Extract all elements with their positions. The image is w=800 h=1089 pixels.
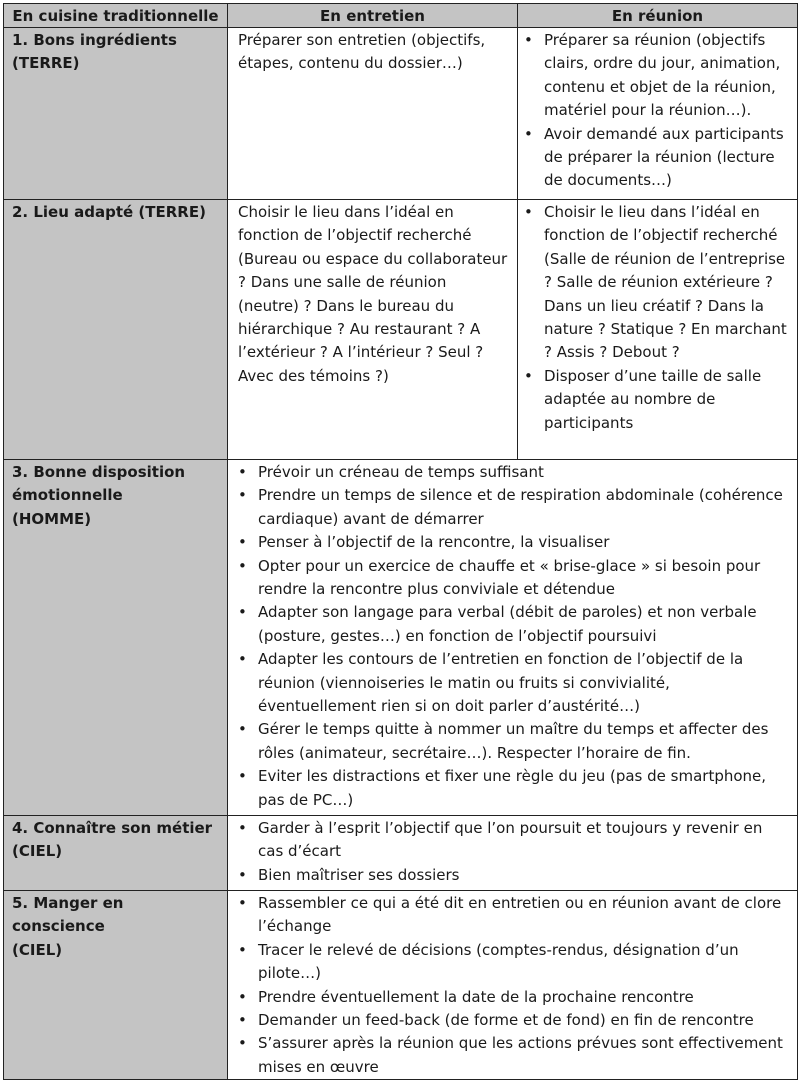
list-item: • Opter pour un exercice de chauffe et « brise-glace » si besoin pour rendre la rencontre plus conviviale et détendue: [258, 555, 791, 602]
row-label: 3. Bonne disposition émotionnelle (HOMME): [4, 460, 228, 816]
list-item: • Préparer sa réunion (objectifs clairs, ordre du jour, animation, contenu et objet de la réunion, matériel pour la réunion…).: [544, 29, 791, 123]
table-row: [4, 200, 798, 460]
list-item: • Adapter les contours de l’entretien en fonction de l’objectif de la réunion (viennoiseries le matin ou fruits si convivialité, éventuellement rien si on doit parler d’austérité…): [258, 648, 791, 718]
row-label: 2. Lieu adapté (TERRE): [4, 200, 228, 460]
header-row: [4, 4, 798, 28]
row-label: 1. Bons ingrédients (TERRE): [4, 28, 228, 200]
list-item: • Rassembler ce qui a été dit en entretien ou en réunion avant de clore l’échange: [258, 892, 791, 939]
reunion-cell: [518, 200, 798, 460]
list-item: • Demander un feed-back (de forme et de fond) en fin de rencontre: [258, 1009, 791, 1032]
list-item: • Penser à l’objectif de la rencontre, la visualiser: [258, 531, 791, 554]
list-item: • Garder à l’esprit l’objectif que l’on poursuit et toujours y revenir en cas d’écart: [258, 817, 791, 864]
merged-cell: [228, 460, 798, 816]
list-item: • Prévoir un créneau de temps suffisant: [258, 461, 791, 484]
merged-cell: [228, 816, 798, 891]
row-label: 4. Connaître son métier (CIEL): [4, 816, 228, 891]
list-item: • Prendre éventuellement la date de la prochaine rencontre: [258, 986, 791, 1009]
list-item: • Bien maîtriser ses dossiers: [258, 864, 791, 887]
row-label: 5. Manger en conscience (CIEL): [4, 891, 228, 1080]
entretien-cell: Préparer son entretien (objectifs, étapes, contenu du dossier…): [228, 28, 518, 200]
list-item: • Tracer le relevé de décisions (comptes-rendus, désignation d’un pilote…): [258, 939, 791, 986]
list-item: • Avoir demandé aux participants de préparer la réunion (lecture de documents…): [544, 123, 791, 193]
list-item: • Prendre un temps de silence et de respiration abdominale (cohérence cardiaque) avant de démarrer: [258, 484, 791, 531]
list-item: • Disposer d’une taille de salle adaptée au nombre de participants: [544, 365, 791, 435]
header-entretien: En entretien: [228, 4, 518, 28]
list-item: • Adapter son langage para verbal (débit de paroles) et non verbale (posture, gestes…) en fonction de l’objectif poursuivi: [258, 601, 791, 648]
table-row: [4, 28, 798, 200]
entretien-cell: Choisir le lieu dans l’idéal en fonction de l’objectif recherché (Bureau ou espace du collaborateur ? Dans une salle de réunion (neutre) ? Dans le bureau du hiérarchique ? Au restaurant ? A l’extérieur ? A l’intérieur ? Seul ? Avec des témoins ?): [228, 200, 518, 460]
header-reunion: En réunion: [518, 4, 798, 28]
list-item: • Gérer le temps quitte à nommer un maître du temps et affecter des rôles (animateur, secrétaire…). Respecter l’horaire de fin.: [258, 718, 791, 765]
table-row: [4, 891, 798, 1080]
list-item: • Eviter les distractions et fixer une règle du jeu (pas de smartphone, pas de PC…): [258, 765, 791, 812]
reunion-cell: [518, 28, 798, 200]
list-item: • S’assurer après la réunion que les actions prévues sont effectivement mises en œuvre: [258, 1032, 791, 1079]
merged-cell: [228, 891, 798, 1080]
table-row: [4, 816, 798, 891]
header-cuisine: En cuisine traditionnelle: [4, 4, 228, 28]
list-item: • Choisir le lieu dans l’idéal en fonction de l’objectif recherché (Salle de réunion de l’entreprise ? Salle de réunion extérieure ? Dans un lieu créatif ? Dans la nature ? Statique ? En marchant ? Assis ? Debout ?: [544, 201, 791, 365]
table-row: [4, 460, 798, 816]
comparison-table: [3, 3, 798, 1080]
